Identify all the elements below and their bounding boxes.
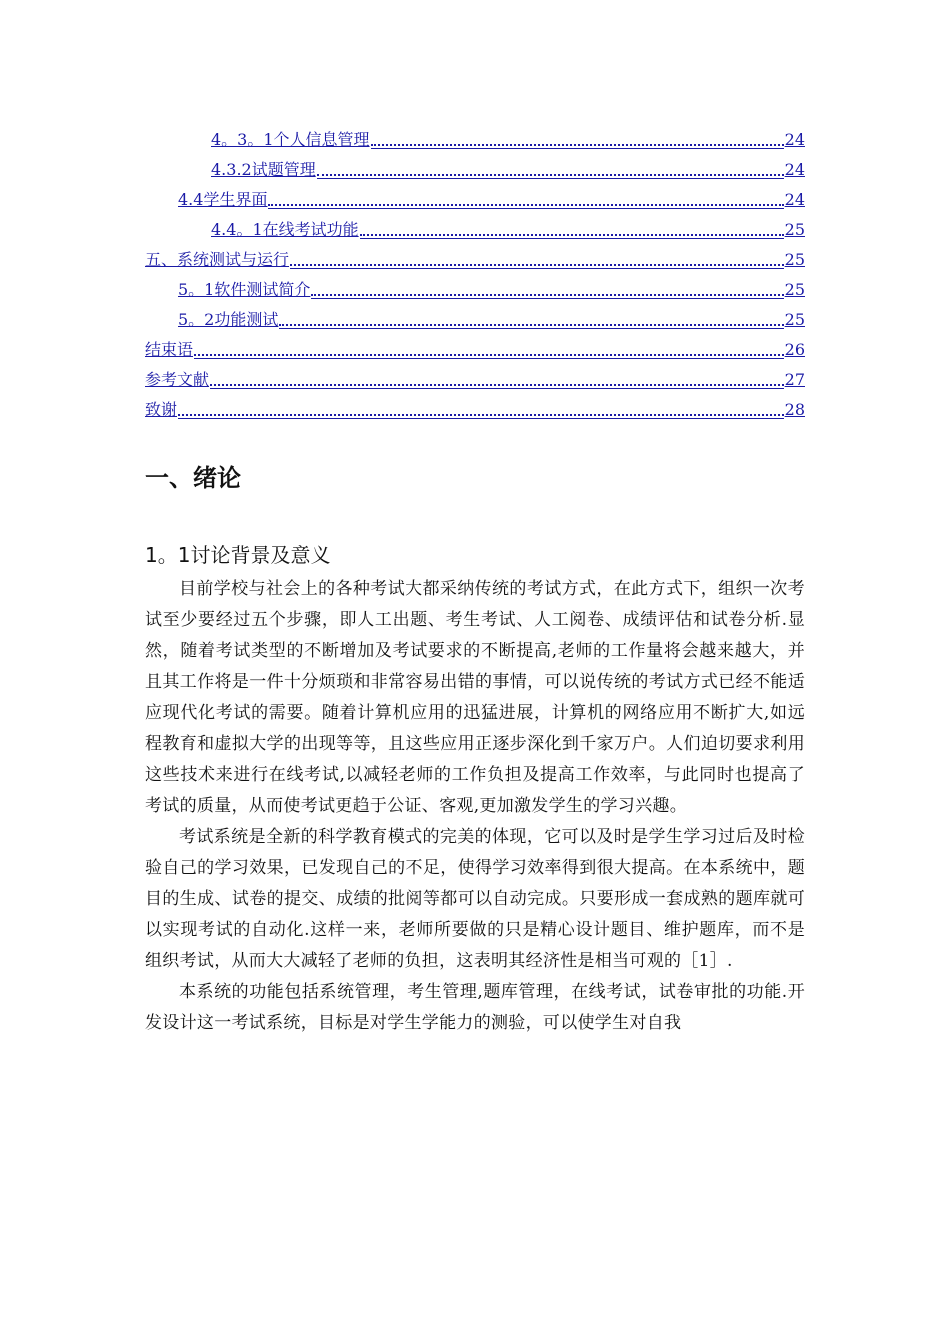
toc-leader-dots [317,172,784,176]
toc-entry-page: 26 [784,340,805,359]
toc-leader-dots [194,352,784,356]
toc-entry[interactable] [145,336,805,360]
toc-entry-page: 25 [784,220,805,239]
toc-entry-page: 24 [784,190,805,209]
toc-entry-page: 24 [784,160,805,179]
toc-entry-page: 25 [784,250,805,269]
toc-entry[interactable] [178,276,805,300]
toc-entry[interactable] [211,156,805,180]
toc-entry-title: 4.4学生界面 [178,190,268,209]
toc-entry-title: 5。2功能测试 [178,310,279,329]
toc-entry-page: 25 [784,310,805,329]
toc-entry-title: 致谢 [145,400,178,419]
paragraph: 目前学校与社会上的各种考试大都采纳传统的考试方式，在此方式下，组织一次考试至少要经过五个步骤，即人工出题、考生考试、人工阅卷、成绩评估和试卷分析.显然，随着考试类型的不断增加及考试要求的不断提高,老师的工作量将会越来越大，并且其工作将是一件十分烦琐和非常容易出错的事情，可以说传统的考试方式已经不能适应现代化考试的需要。随着计算机应用的迅猛进展，计算机的网络应用不断扩大,如远程教育和虚拟大学的出现等等，且这些应用正逐步深化到千家万户。人们迫切要求利用这些技术来进行在线考试,以减轻老师的工作负担及提高工作效率，与此同时也提高了考试的质量，从而使考试更趋于公证、客观,更加激发学生的学习兴趣。 [145,579,805,816]
paragraph: 考试系统是全新的科学教育模式的完美的体现，它可以及时是学生学习过后及时检验自己的学习效果，已发现自己的不足，使得学习效率得到很大提高。在本系统中，题目的生成、试卷的提交、成绩的批阅等都可以自动完成。只要形成一套成熟的题库就可以实现考试的自动化.这样一来，老师所要做的只是精心设计题目、维护题库，而不是组织考试，从而大大减轻了老师的负担，这表明其经济性是相当可观的［1］. [145,827,805,971]
toc-entry-title: 4.4。1在线考试功能 [211,220,359,239]
toc-entry-title: 结束语 [145,340,194,359]
toc-entry-title: 5。1软件测试简介 [178,280,311,299]
toc-entry-page: 28 [784,400,805,419]
toc-leader-dots [290,262,784,266]
toc-entry-title: 4.3.2试题管理 [211,160,316,179]
toc-entry[interactable] [178,186,805,210]
toc-entry[interactable] [178,306,805,330]
toc-leader-dots [360,232,784,236]
toc-leader-dots [268,202,783,206]
toc-entry[interactable] [145,246,805,270]
section-heading: 1。1讨论背景及意义 [145,543,331,567]
toc-entry-page: 24 [784,130,805,149]
toc-entry[interactable] [145,366,805,390]
toc-entry-title: 五、系统测试与运行 [145,250,290,269]
toc-entry[interactable] [211,216,805,240]
toc-entry[interactable] [145,396,805,420]
toc-entry-title: 4。3。1个人信息管理 [211,130,370,149]
toc-leader-dots [210,382,784,386]
toc-leader-dots [311,292,783,296]
toc-leader-dots [279,322,783,326]
chapter-heading: 一、绪论 [145,464,241,492]
toc-leader-dots [178,412,784,416]
paragraph: 本系统的功能包括系统管理，考生管理,题库管理，在线考试，试卷审批的功能.开发设计这一考试系统，目标是对学生学能力的测验，可以使学生对自我 [145,982,805,1033]
toc-entry-page: 27 [784,370,805,389]
body-text [145,574,805,1039]
toc-entry-page: 25 [784,280,805,299]
toc-entry[interactable] [211,126,805,150]
toc-leader-dots [371,142,784,146]
toc-entry-title: 参考文献 [145,370,210,389]
